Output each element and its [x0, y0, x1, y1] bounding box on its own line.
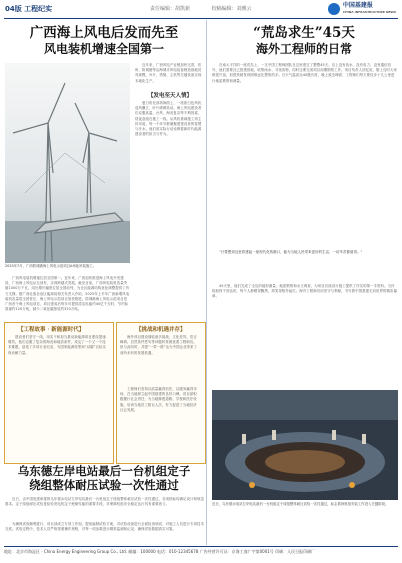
masthead [0, 0, 402, 18]
editor-line [150, 5, 272, 12]
sidebar-box-body: 建设者们坚守一线，用实干和担当推动新能源项目建设提速增效。他们克服了复杂的海况和地质条件，攻克了一个又一个技术难题，创造了多项行业纪录，为国家能源转型和“双碳”目标实现贡献力量。 [8, 335, 106, 355]
header-rule [4, 18, 398, 19]
article3-body: 近日，由中国电建承建的乌东德水电站左岸电站最后一台机组定子绕组整体耐压试验一次性通过，各项指标均满足设计和规范要求。定子绕组耐压试验是检验发电机定子绝缘性能的重要手段，对保障机组安全稳定运行具有重要意义。 [5, 497, 204, 507]
challenge-box-head: 【挑战和机遇并存】 [136, 327, 186, 333]
article1-body-continued: 近年来，广西风电产业链加快完善，钦州、防城港等沿海城市风电装备制造基地初具规模，叶片、塔筒、主机等关键设备实现本地化生产。 [135, 63, 202, 83]
wind-turbine-photo [5, 63, 130, 263]
article2-headline [210, 25, 398, 57]
brand-title: 中国基建报 [342, 2, 373, 9]
footer-rule [4, 546, 398, 547]
article1-body: 广西风电装机增速位居全国第一。近年来，广西加快推进海上风电开发建设，广西海上风电从无到有，实现跨越式发展。截至目前，广西风电装机容量突破1000万千瓦，同比增长幅度位居全国前列，为全区能源结构优化调整提供了有力支撑。据广西壮族自治区能源局相关负责人介绍，2025年上半年广西新增风电装机容量居全国首位，海上风电示范项目加快推进。防城港海上风电示范项目是广西首个海上风电项目，项目建成后每年可提供清洁电能约40亿千瓦时，节约标准煤约120万吨，减少二氧化碳排放约320万吨。 [5, 276, 130, 312]
article1-section-body: 夏日的北部湾海面上，一座座白色风机迎风矗立，叶片缓缓转动。海上风电建设者们克服高温、台风、海况复杂等不利因素，昼夜奋战在施工一线。从风机基础施工到主体吊装，每一个环节都凝聚着建设者的智慧与汗水。他们用实际行动诠释着新时代能源建设者的担当与作为。 [135, 101, 202, 137]
column-divider [206, 20, 207, 545]
article2-title-line1: “荒岛求生”45天 [253, 25, 355, 41]
challenge-body-continued: 工程师们坚持以质量赢得信任，以服务赢得市场，在当地树立起中国基建的良好口碑。项目部积极履行社会责任，为当地修建道路、学校和医疗设施，培训当地员工数百人次，有力促进了当地经济社会发展。 [120, 387, 197, 412]
article3-photo-caption: 近日，乌东德水电站左岸电站最后一台机组定子绕组整体耐压试验一次性通过，标志着该机组安装工作进入关键阶段。 [212, 502, 389, 506]
article3-title-line2: 绕组整体耐压试验一次性通过 [29, 478, 179, 492]
brand-logo [328, 2, 396, 16]
generator-stator-photo [212, 390, 398, 500]
article1-title-line2: 风电装机增速全国第一 [43, 42, 164, 56]
article3-photo [212, 390, 398, 500]
designer-name: 校稿编辑：刘雅云 [211, 6, 252, 12]
page-label: 04版 工程纪实 [5, 5, 53, 13]
article1-section-head: 【发电至天人情】 [148, 93, 193, 99]
brand-subtitle: CHINA INFRASTRUCTURE NEWS [342, 10, 396, 14]
article3-title-line1: 乌东德左岸电站最后一台机组定子 [17, 464, 191, 478]
article1-photo [5, 63, 130, 263]
article2-title-line2: 海外工程师的日常 [255, 42, 352, 56]
article3-body-continued: 为确保试验顺利进行，项目部成立专项工作组，提前编制试验方案，对试验设备进行全面检查调试，对施工人员进行专项技术交底。试验过程中，技术人员严格按照操作规程，对每一项参数进行精准监测和记录，确保试验数据真实可靠。 [5, 522, 204, 532]
challenge-body: 海外项目建设面临诸多挑战，文化差异、语言障碍、自然条件恶劣等问题时常困扰着工程师们。但与此同时，共建“一带一路”也为中国企业带来了前所未有的发展机遇。 [120, 335, 198, 355]
article2-body-continued: 45天里，他们完成了全岛的地形测量、地质勘察和水文调查，为项目后续设计施工提供了详实的第一手资料。当补给船终于到达时，每个人都晒得黝黑，却笑得格外灿烂。海外工程师们用坚守与奉献，书写着中国基建走向世界的精彩篇章。 [212, 284, 397, 299]
article1-photo-caption: 2025年7月，广西防城港海上风电示范项目A场址吊装施工。 [5, 264, 97, 268]
footer-imprint: 地址：北京市海淀区 · China Energy Engineering Group Co., Ltd. 邮编：100000 电话：010-12345678 广告经营许可证：京海工商广字第0001号 印刷：人民日报印刷厂 [4, 549, 316, 554]
article3-headline [4, 464, 204, 492]
sidebar-box-head: 【工程故事 · 新能源时代】 [18, 327, 85, 333]
article2-body: 在南太平洋的一座荒岛上，一支中国工程师团队在这里度过了整整45天。岛上没有淡水、没有电力、没有通信信号，他们需要自己搭建营地、收集雨水、寻找食物，同时还要完成项目前期勘察工作。项目负责人回忆说，刚上岛时大家都很兴奋，但很快就发现困难远比想象的多。白天气温高达40摄氏度，晚上蚊虫肆虐，工程师们每天要徒步十几公里进行地质勘察和测量。 [212, 63, 397, 83]
brand-name [343, 2, 396, 16]
article1-title-line1: 广西海上风电后发而先至 [29, 25, 179, 41]
brand-mark-icon [328, 3, 340, 15]
editor-name: 责任编辑：胡凯新 [150, 6, 191, 12]
article2-quote: “只要想到这里将建起一座现代化的港口，能为当地人民带来更好的生活，一切辛苦都值得。” [219, 250, 363, 254]
article1-headline [4, 25, 204, 57]
